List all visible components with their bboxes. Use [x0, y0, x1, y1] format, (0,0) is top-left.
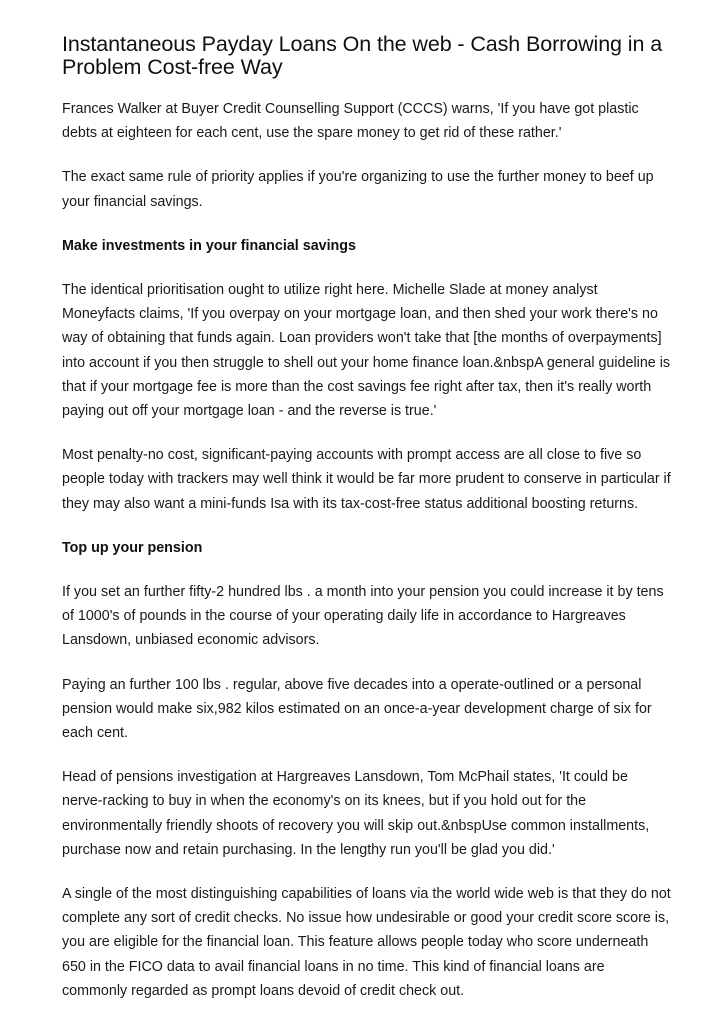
paragraph: The identical prioritisation ought to utilize right here. Michelle Slade at money analyst Moneyfacts claims, 'If you overpay on your mortgage loan, and then shed your work there's no way of obtaining that funds again. Loan providers won't take that [the months of overpayments] into account if you then struggle to shell out your home finance loan.&nbspA general guideline is that if your mortgage fee is more than the cost savings fee right after tax, then it's really worth paying out off your mortgage loan - and the reverse is true.' — [62, 282, 671, 420]
paragraph: Frances Walker at Buyer Credit Counselling Support (CCCS) warns, 'If you have got plastic debts at eighteen for each cent, use the spare money to get rid of these rather.' — [62, 101, 639, 142]
section-heading: Make investments in your financial savings — [62, 237, 356, 254]
paragraph: Head of pensions investigation at Hargreaves Lansdown, Tom McPhail states, 'It could be nerve-racking to buy in when the economy's on its knees, but if you hold out for the environmentally friendly shoots of recovery you will skip out.&nbspUse common installments, purchase now and retain purchasing. In the lengthy run you'll be glad you did.' — [62, 769, 650, 858]
document-page — [62, 33, 672, 1023]
section-heading: Top up your pension — [62, 539, 203, 556]
paragraph: Most penalty-no cost, significant-paying accounts with prompt access are all close to five so people today with trackers may well think it would be far more prudent to conserve in particular if they may also want a mini-funds Isa with its tax-cost-free status additional boosting returns. — [62, 447, 671, 512]
paragraph: If you set an further fifty-2 hundred lbs . a month into your pension you could increase it by tens of 1000's of pounds in the course of your operating daily life in accordance to Hargreaves Lansdown, unbiased economic advisors. — [62, 584, 664, 649]
paragraph: Paying an further 100 lbs . regular, above five decades into a operate-outlined or a personal pension would make six,982 kilos estimated on an once-a-year development charge of six for each cent. — [62, 676, 652, 742]
document-title: Instantaneous Payday Loans On the web - Cash Borrowing in a Problem Cost-free Way — [62, 32, 663, 79]
paragraph: A single of the most distinguishing capabilities of loans via the world wide web is that they do not complete any sort of credit checks. No issue how undesirable or good your credit score score is, you are eligible for the financial loan. This feature allows people today who score underneath 650 in the FICO data to avail financial loans in no time. This kind of financial loans are commonly regarded as prompt loans devoid of credit check out. — [62, 886, 671, 999]
paragraph: The exact same rule of priority applies if you're organizing to use the further money to beef up your financial savings. — [62, 169, 654, 210]
